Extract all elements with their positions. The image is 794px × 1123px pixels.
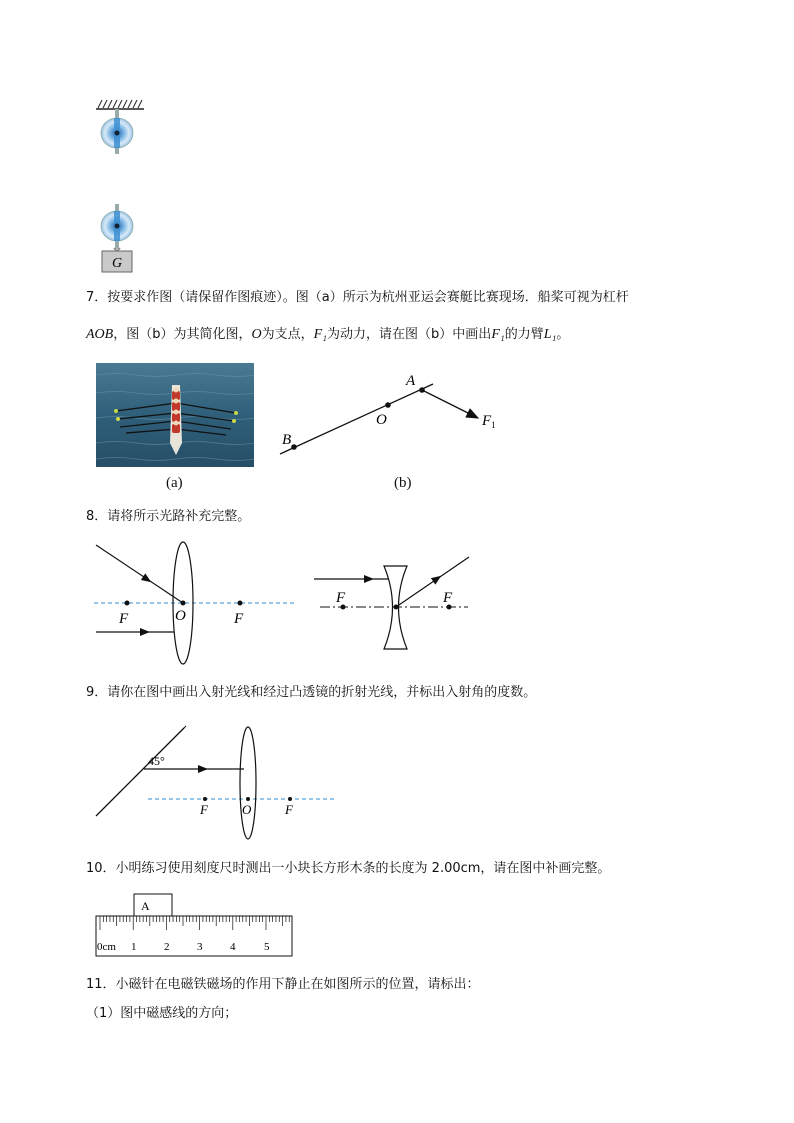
caption-b: (b): [394, 475, 412, 491]
focus-left: [203, 797, 207, 801]
angle-label: 45°: [148, 754, 165, 768]
convex-lens: [240, 727, 256, 839]
ceiling-hatch: [96, 100, 144, 109]
concave-lens-diagram: [310, 550, 480, 660]
point-a: [419, 387, 425, 393]
force-f1-arrow: [422, 390, 478, 418]
incident-ray-through-center: [96, 545, 183, 603]
q7-text-line1: 7．按要求作图（请保留作图痕迹）。图（a）所示为杭州亚运会赛艇比赛现场．船桨可视为杠杆: [86, 290, 629, 305]
ruler-label-2: 2: [164, 941, 170, 953]
convex-lens-diagram: [90, 538, 310, 668]
ruler-label-4: 4: [230, 941, 236, 953]
q11-text: 11．小磁针在电磁铁磁场的作用下静止在如图所示的位置，请标出：: [86, 977, 480, 992]
label-b: B: [282, 432, 292, 448]
weight-label: G: [111, 256, 123, 271]
wood-block-a: [134, 894, 172, 917]
rowing-photo: [96, 363, 254, 467]
ruler-diagram: [94, 892, 298, 960]
focus-right: [238, 601, 243, 606]
q9-text: 9．请你在图中画出入射光线和经过凸透镜的折射光线，并标出入射角的度数。: [86, 685, 537, 700]
point-b: [291, 444, 297, 450]
label-o: O: [242, 802, 252, 817]
weight-block: [102, 251, 132, 272]
label-f-right: F: [234, 611, 244, 627]
ruler-label-3: 3: [197, 941, 203, 953]
fixed-pulley: [101, 109, 133, 154]
optical-center: [181, 601, 186, 606]
optical-center: [246, 797, 250, 801]
q8-text: 8．请将所示光路补充完整。: [86, 509, 251, 524]
movable-pulley: [101, 204, 133, 251]
focus-left: [125, 601, 130, 606]
lever-rod: [280, 384, 433, 454]
lever-diagram: [270, 368, 510, 464]
q11-sub1: （1）图中磁感线的方向；: [86, 1006, 238, 1021]
optical-center: [394, 605, 399, 610]
caption-a: (a): [166, 475, 183, 491]
mirror-lens-diagram: [92, 718, 342, 822]
ruler-label-0: 0cm: [97, 941, 116, 953]
q7-text-line2: AOB，图（b）为其简化图，O为支点，F₁为动力，请在图（b）中画出F₁的力臂L₁。: [86, 327, 570, 342]
pulley-figure: [90, 96, 160, 276]
label-f-left: F: [336, 590, 346, 606]
q7-aob: AOB: [86, 327, 114, 342]
refracted-ray: [396, 557, 469, 607]
focus-right: [288, 797, 292, 801]
block-label: A: [141, 899, 150, 913]
label-o: O: [175, 608, 186, 624]
label-f-left: F: [200, 802, 208, 817]
label-a: A: [406, 373, 416, 389]
label-f-left: F: [119, 611, 129, 627]
ruler-label-5: 5: [264, 941, 270, 953]
point-o: [385, 402, 391, 408]
label-o: O: [376, 412, 387, 428]
label-f-right: F: [443, 590, 453, 606]
label-f1: $F_1$: [482, 413, 496, 430]
ruler-label-1: 1: [131, 941, 137, 953]
q10-text: 10．小明练习使用刻度尺时测出一小块长方形木条的长度为 2.00cm，请在图中补画完整。: [86, 861, 611, 876]
label-f-right: F: [285, 802, 293, 817]
